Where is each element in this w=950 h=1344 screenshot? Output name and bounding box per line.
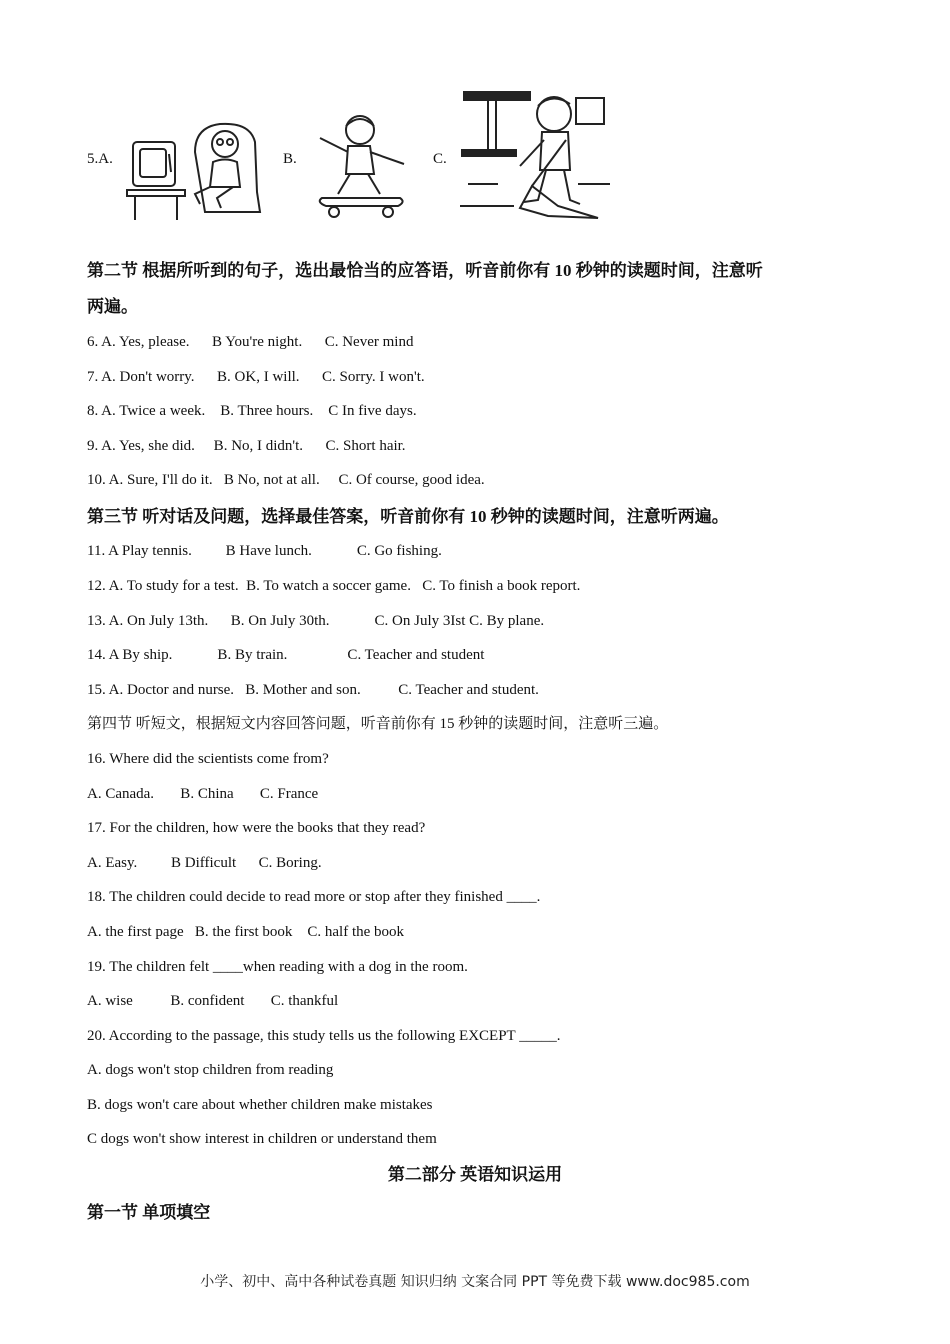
question-17: 17. For the children, how were the books that they read? <box>87 820 426 836</box>
question-8: 8. A. Twice a week. B. Three hours. C In five days. <box>87 403 417 419</box>
question-13: 13. A. On July 13th. B. On July 30th. C. On July 3Ist C. By plane. <box>87 613 545 629</box>
section3-heading: 第三节 听对话及问题，选择最佳答案，听音前你有 10 秒钟的读题时间，注意听两遍。 <box>87 507 729 526</box>
question-6: 6. A. Yes, please. B You're night. C. Never mind <box>87 334 414 350</box>
question-20: 20. According to the passage, this study tells us the following EXCEPT _____. <box>87 1028 561 1044</box>
page-footer: 小学、初中、高中各种试卷真题 知识归纳 文案合同 PPT 等免费下载 www.doc985.com <box>200 1274 750 1290</box>
question-16: 16. Where did the scientists come from? <box>87 751 329 767</box>
q5-label-a: 5.A. <box>87 151 113 167</box>
question-14: 14. A By ship. B. By train. C. Teacher and student <box>87 647 485 663</box>
boy-watching-tv-image <box>125 112 270 224</box>
question-15: 15. A. Doctor and nurse. B. Mother and son. C. Teacher and student. <box>87 682 539 698</box>
section4-heading: 第四节 听短文，根据短文内容回答问题，听音前你有 15 秒钟的读题时间，注意听三遍。 <box>87 716 669 732</box>
section2-heading-line1: 第二节 根据所听到的句子，选出最恰当的应答语，听音前你有 10 秒钟的读题时间，注意听 <box>87 261 763 280</box>
boy-skateboarding-image <box>308 108 414 220</box>
section2-heading-line2: 两遍。 <box>87 297 138 316</box>
question-19-options: A. wise B. confident C. thankful <box>87 993 339 1009</box>
question-11: 11. A Play tennis. B Have lunch. C. Go fishing. <box>87 543 442 559</box>
question-9: 9. A. Yes, she did. B. No, I didn't. C. Short hair. <box>87 438 406 454</box>
question-12: 12. A. To study for a test. B. To watch a soccer game. C. To finish a book report. <box>87 578 581 594</box>
part2-section1-heading: 第一节 单项填空 <box>87 1203 211 1222</box>
question-20-option-a: A. dogs won't stop children from reading <box>87 1062 334 1078</box>
question-20-option-b: B. dogs won't care about whether children make mistakes <box>87 1097 433 1113</box>
question-19: 19. The children felt ____when reading with a dog in the room. <box>87 959 468 975</box>
boy-sweeping-floor-image <box>458 88 613 223</box>
question-20-option-c: C dogs won't show interest in children or understand them <box>87 1131 437 1147</box>
question-7: 7. A. Don't worry. B. OK, I will. C. Sorry. I won't. <box>87 369 425 385</box>
question-17-options: A. Easy. B Difficult C. Boring. <box>87 855 322 871</box>
question-18-options: A. the first page B. the first book C. half the book <box>87 924 405 940</box>
q5-label-b: B. <box>283 151 297 167</box>
question-10: 10. A. Sure, I'll do it. B No, not at all. C. Of course, good idea. <box>87 472 485 488</box>
question-16-options: A. Canada. B. China C. France <box>87 786 319 802</box>
q5-label-c: C. <box>433 151 447 167</box>
part2-title: 第二部分 英语知识运用 <box>387 1165 563 1184</box>
question-18: 18. The children could decide to read more or stop after they finished ____. <box>87 889 541 905</box>
